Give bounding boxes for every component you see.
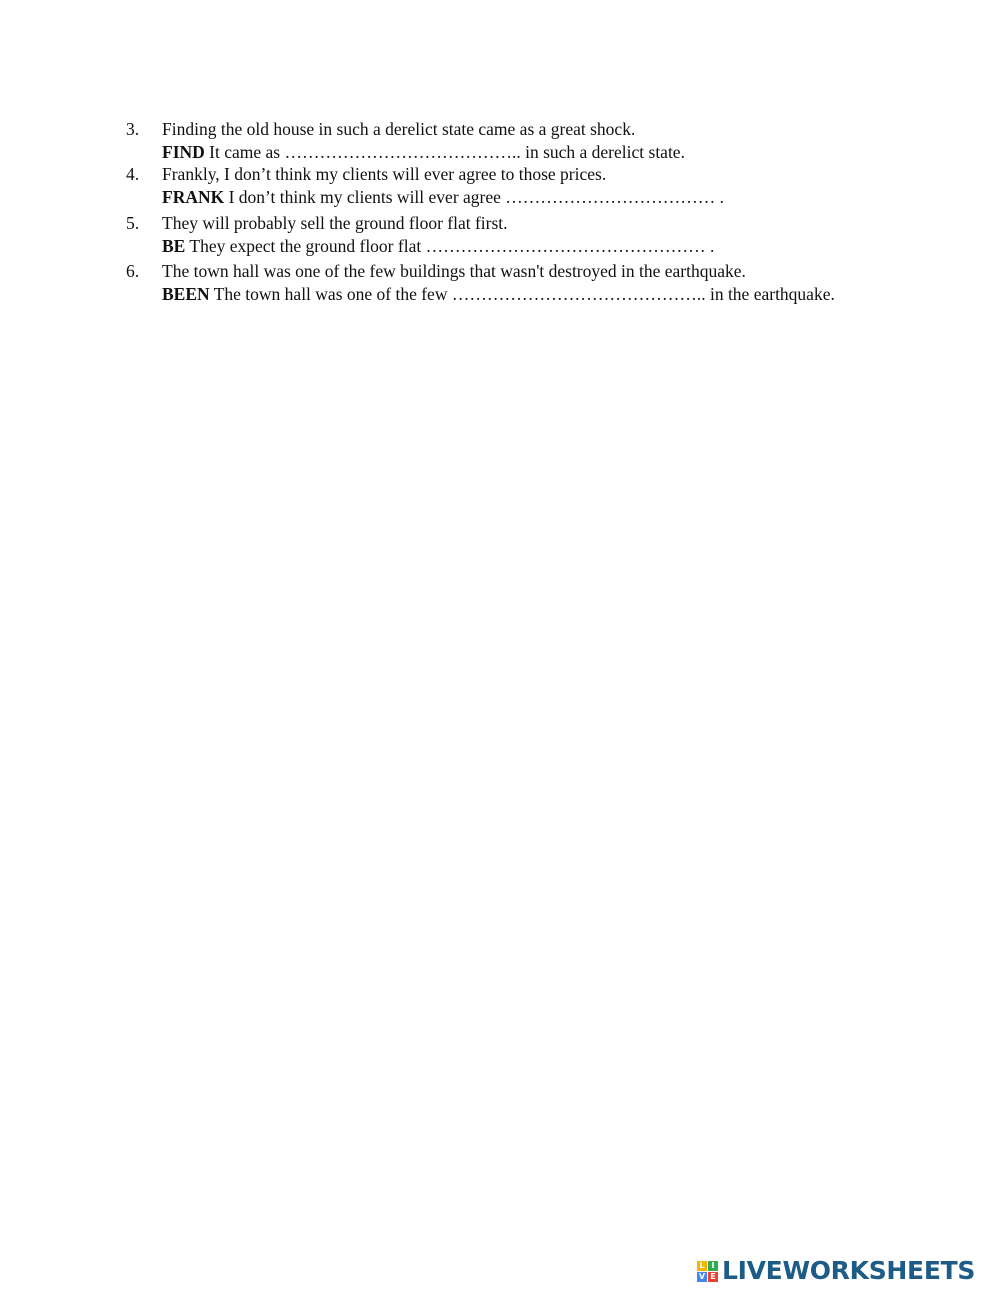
rewrite-line: [162, 186, 856, 209]
rewrite-line: [162, 235, 856, 258]
logo-letter: V: [698, 1271, 706, 1281]
original-sentence: The town hall was one of the few buildings that wasn't destroyed in the earthquake.: [162, 261, 746, 281]
answer-prompt[interactable]: The town hall was one of the few …………………………………….. in the earthquake.: [209, 283, 835, 304]
item-number: 3.: [126, 119, 140, 139]
keyword: FIND: [162, 141, 205, 162]
rewrite-line: [162, 141, 856, 164]
exercise-item-5: [126, 212, 856, 257]
original-sentence: They will probably sell the ground floor flat first.: [162, 213, 508, 233]
exercise-item-4: [126, 163, 856, 208]
logo-mark-icon: [697, 1261, 718, 1282]
answer-prompt[interactable]: They expect the ground floor flat ………………………………………… .: [185, 235, 715, 256]
liveworksheets-logo: [697, 1256, 975, 1286]
logo-text: LIVEWORKSHEETS: [722, 1256, 976, 1285]
exercise-item-3: [126, 118, 856, 163]
answer-prompt[interactable]: I don’t think my clients will ever agree ……………………………… .: [224, 186, 725, 207]
item-number: 6.: [126, 261, 140, 281]
keyword: FRANK: [162, 186, 225, 207]
answer-prompt[interactable]: It came as ………………………………….. in such a derelict state.: [204, 141, 685, 162]
item-number: 4.: [126, 164, 140, 184]
item-number: 5.: [126, 213, 140, 233]
logo-letter: E: [708, 1272, 718, 1282]
keyword: BE: [162, 235, 186, 256]
original-sentence: Frankly, I don’t think my clients will ever agree to those prices.: [162, 164, 607, 184]
keyword: BEEN: [162, 283, 210, 304]
exercise-item-6: [126, 260, 856, 305]
logo-letter: I: [708, 1261, 718, 1271]
original-sentence: Finding the old house in such a derelict state came as a great shock.: [162, 119, 636, 139]
logo-letter: L: [697, 1261, 707, 1271]
rewrite-line: [162, 283, 856, 306]
